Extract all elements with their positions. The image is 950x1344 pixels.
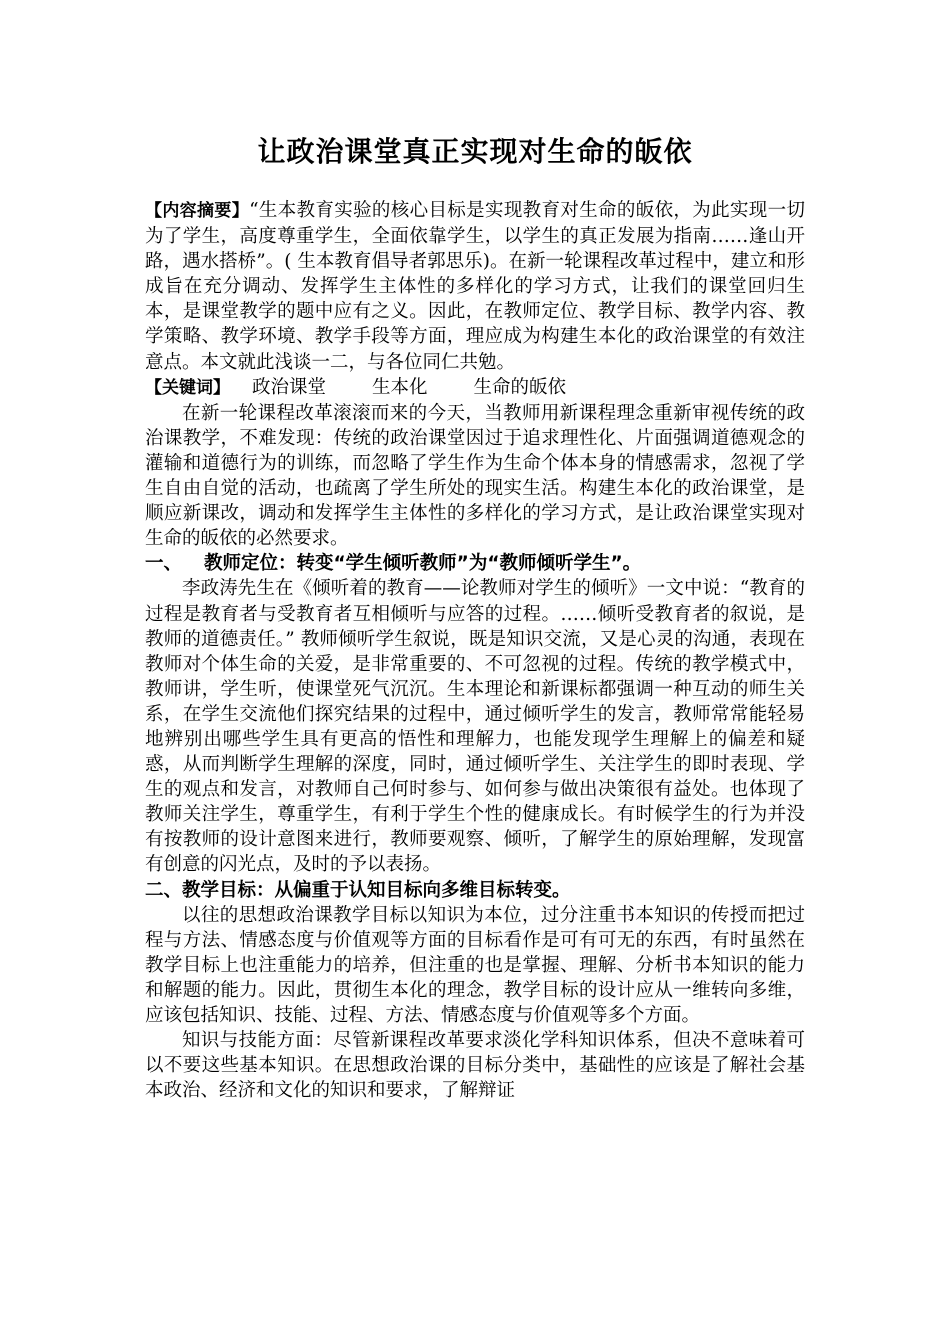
keywords-line [145,375,805,401]
section2-heading: 二、教学目标：从偏重于认知目标向多维目标转变。 [145,879,571,901]
document-title: 让政治课堂真正实现对生命的皈依 [257,135,693,168]
keyword-item: 生本化 [372,376,428,398]
abstract-label: 【内容摘要】 [145,201,250,221]
section1-heading-text: 教师定位：转变“学生倾听教师”为“教师倾听学生”。 [204,553,642,575]
section2-paragraph-1: 以往的思想政治课教学目标以知识为本位，过分注重书本知识的传授而把过程与方法、情感态度与价值观等方面的目标看作是可有可无的东西，有时虽然在教学目标上也注重能力的培养，但注重的也是掌握、理解、分析书本知识的能力和解题的能力。因此，贯彻生本化的理念，教学目标的设计应从一维转向多维，应该包括知识、技能、过程、方法、情感态度与价值观等多个方面。 [145,904,805,1026]
document-body [145,198,805,1103]
section1-paragraph: 李政涛先生在《倾听着的教育——论教师对学生的倾听》一文中说：“教育的过程是教育者与受教育者互相倾听与应答的过程。……倾听受教育者的叙说，是教师的道德责任。” 教师倾听学生叙说，既是知识交流，又是心灵的沟通，表现在教师对个体生命的关爱，是非常重要的、不可忽视的过程。传统的教学模式中，教师讲，学生听，使课堂死气沉沉。生本理论和新课标都强调一种互动的师生关系，在学生交流他们探究结果的过程中，通过倾听学生的发言，教师常常能轻易地辨别出哪些学生具有更高的悟性和理解力，也能发现学生理解上的偏差和疑惑，从而判断学生理解的深度，同时，通过倾听学生、关注学生的即时表现、学生的观点和发言，对教师自己何时参与、如何参与做出决策很有益处。也体现了教师关注学生，尊重学生，有利于学生个性的健康成长。有时候学生的行为并没有按教师的设计意图来进行，教师要观察、倾听，了解学生的原始理解，发现富有创意的闪光点，及时的予以表扬。 [145,578,805,876]
section1-number: 一、 [145,553,183,575]
keywords-label: 【关键词】 [145,377,230,398]
abstract-text: “生本教育实验的核心目标是实现教育对生命的皈依，为此实现一切为了学生，高度尊重学生，全面依靠学生，以学生的真正发展为指南……逢山开路，遇水搭桥”。( 生本教育倡导者郭思乐)。在新一轮课程改革过程中，建立和形成旨在充分调动、发挥学生主体性的多样化的学习方式，让我们的课堂回归生本，是课堂教学的题中应有之义。因此，在教师定位、教学目标、教学内容、教学策略、教学环境、教学手段等方面，理应成为构建生本化的政治课堂的有效注意点。本文就此浅谈一二，与各位同仁共勉。 [145,200,805,373]
keyword-item: 生命的皈依 [473,376,567,398]
intro-paragraph: 在新一轮课程改革滚滚而来的今天，当教师用新课程理念重新审视传统的政治课教学，不难发现：传统的政治课堂因过于追求理性化、片面强调道德观念的灌输和道德行为的训练，而忽略了学生作为生命个体本身的情感需求，忽视了学生自由自觉的活动，也疏离了学生所处的现实生活。构建生本化的政治课堂，是顺应新课改，调动和发挥学生主体性的多样化的学习方式，是让政治课堂实现对生命的皈依的必然要求。 [145,402,805,550]
section1-heading [145,551,805,576]
keyword-item: 政治课堂 [252,376,327,398]
abstract-paragraph [145,198,805,375]
section2-paragraph-2: 知识与技能方面：尽管新课程改革要求淡化学科知识体系，但决不意味着可以不要这些基本知识。在思想政治课的目标分类中，基础性的应该是了解社会基本政治、经济和文化的知识和要求，了解辩证 [145,1030,805,1102]
